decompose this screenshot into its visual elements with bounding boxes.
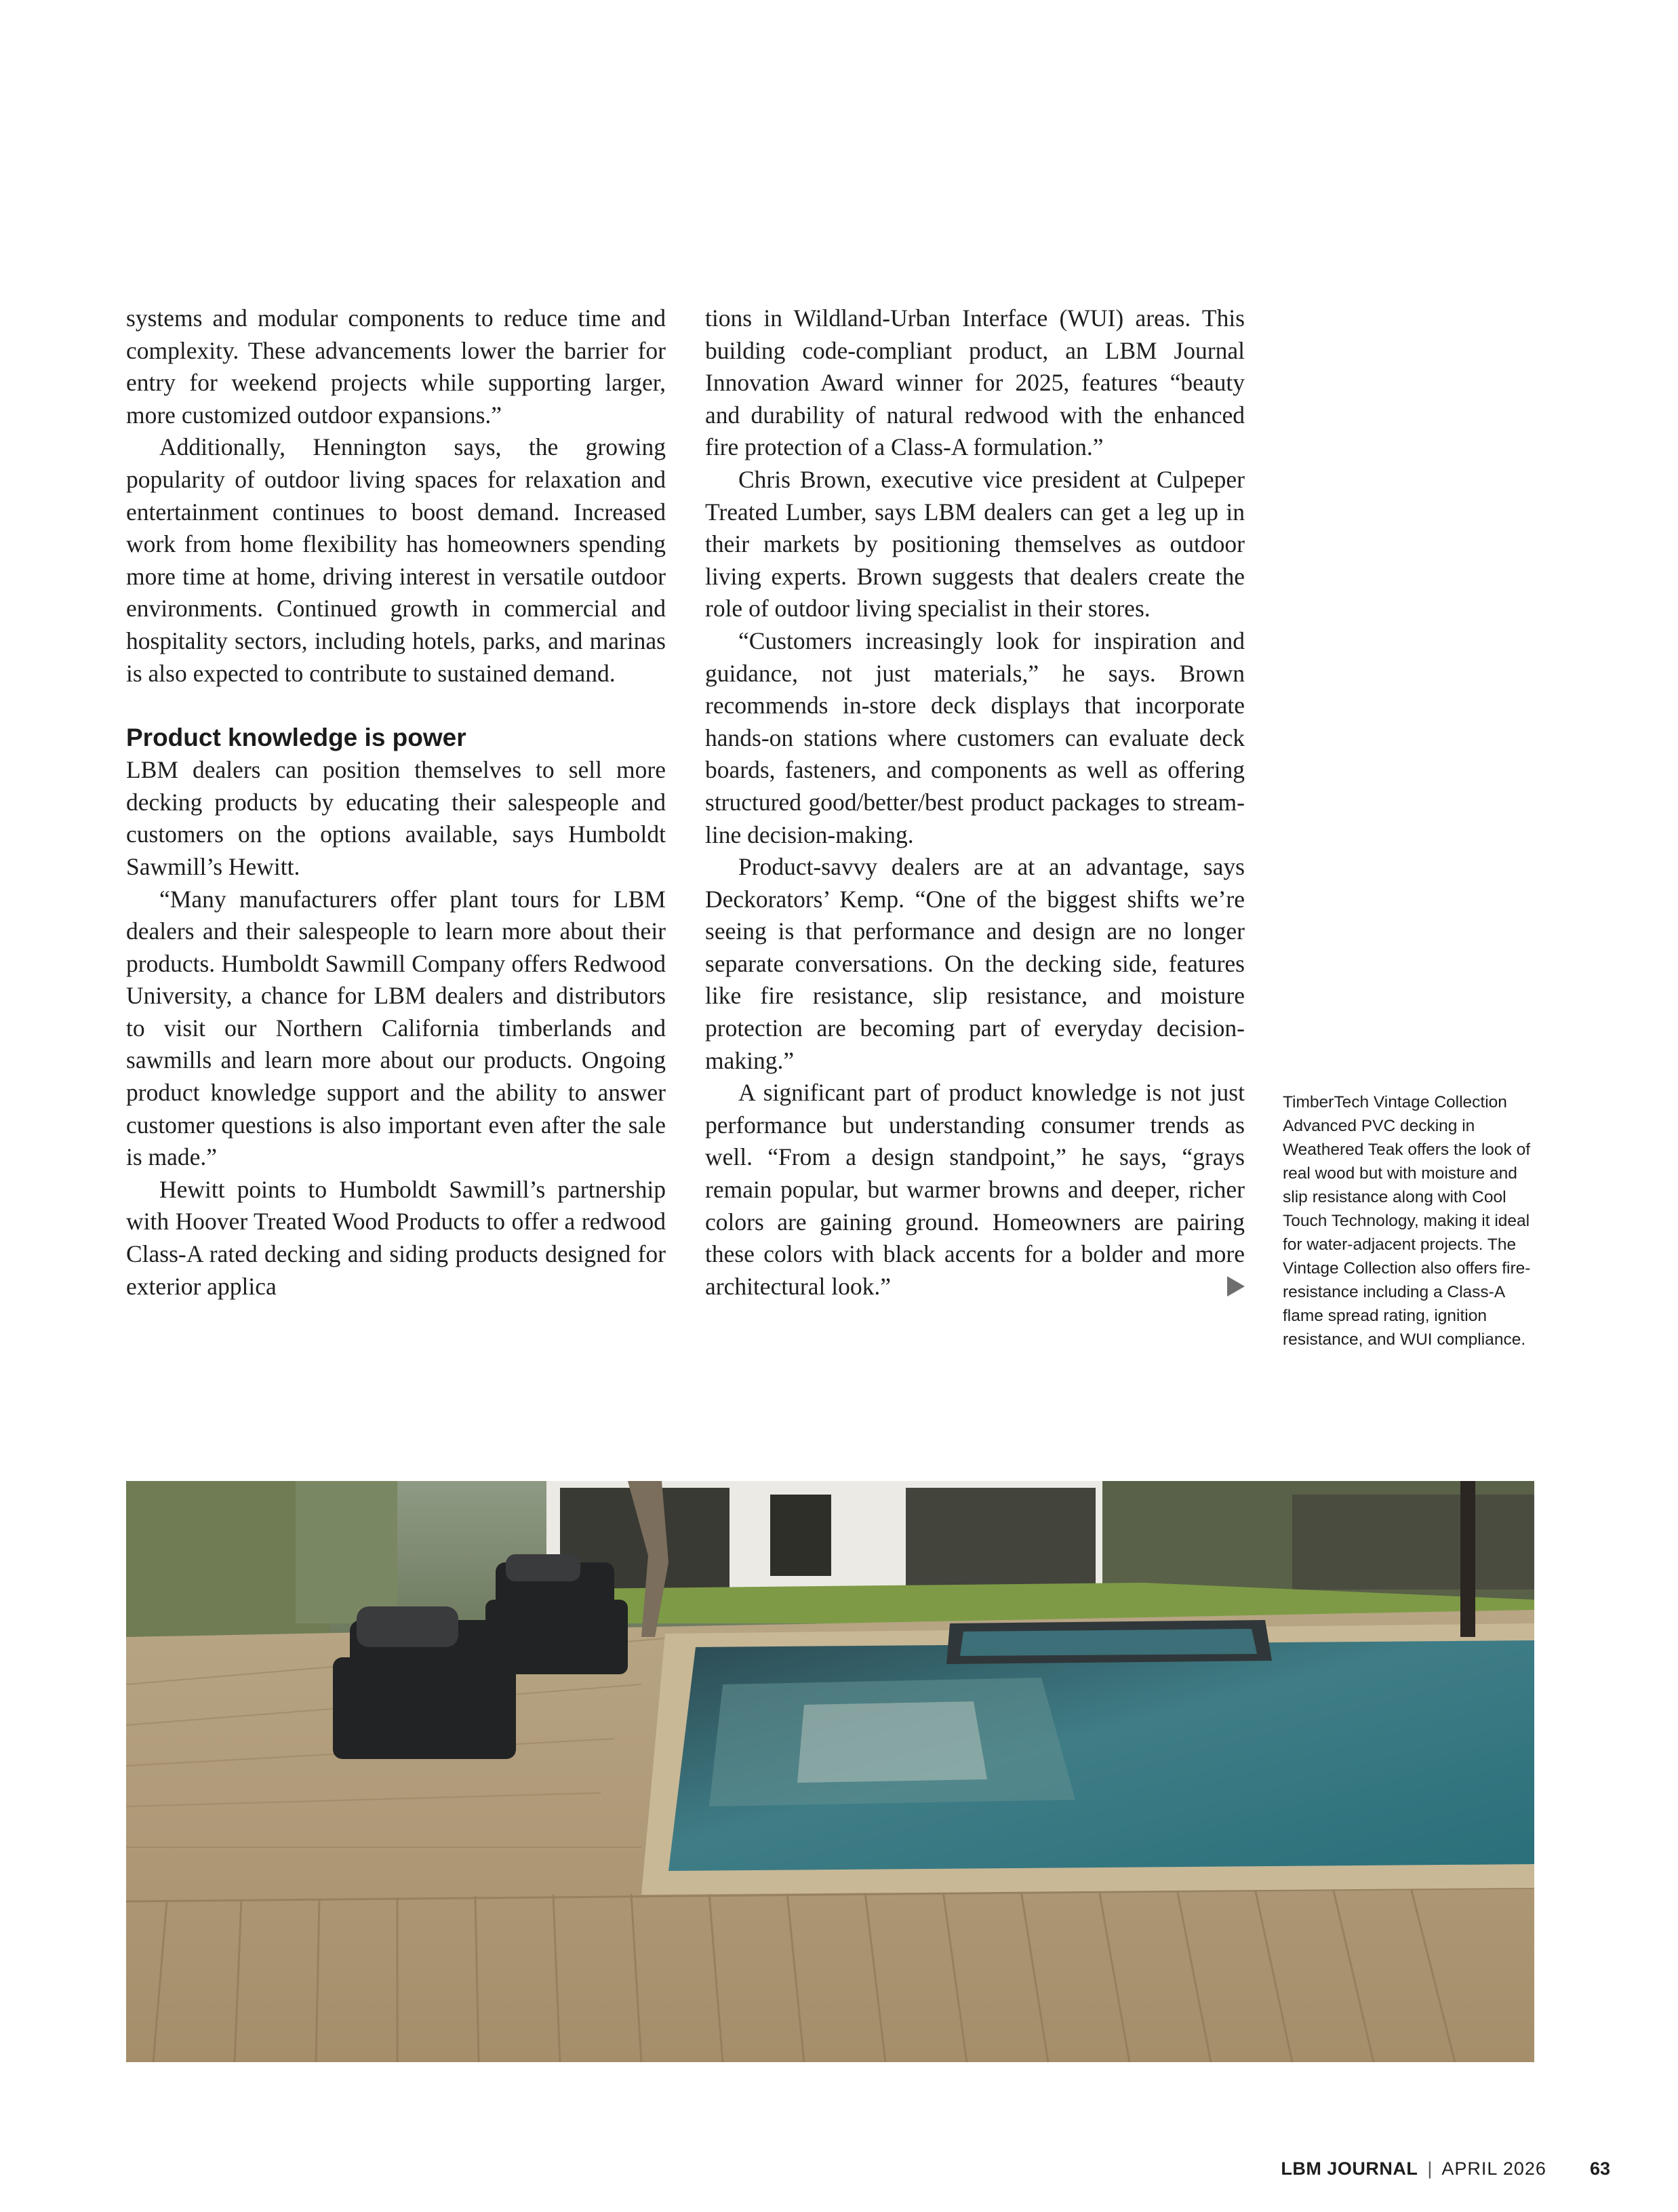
paragraph: Chris Brown, executive vice president at Culpeper Treated Lumber, says LBM dealers can get a leg up in their markets by positioning themselves as outdoor living experts. Brown suggests that dealers create the role of outdoor living specialist in their stores. [705, 465, 1245, 623]
deck-pool-photo [126, 1481, 1534, 2062]
paragraph: Product-savvy dealers are at an advantage, says Deckorators’ Kemp. “One of the biggest shifts we’re seeing is that performance and design are no longer separate conversations. On the decking side, features like fire resistance, slip resistance, and moisture protection are becoming part of everyday decision-making.” [705, 853, 1245, 1074]
section-heading: Product knowledge is power [126, 724, 466, 752]
article-column-left [126, 302, 666, 1303]
article-column-right [705, 302, 1245, 1303]
paragraph-last [705, 1077, 1245, 1303]
paragraph: Additionally, Hennington says, the growing popularity of outdoor living spaces for relaxation and entertainment continues to boost demand. Increased work from home flexibility has homeowners spending more time at home, driving interest in versatile outdoor environments. Continued growth in commercial and hospitality sectors, including hotels, parks, and marinas is also expected to contribute to sustained demand. [126, 433, 666, 687]
paragraph-text: A significant part of product knowledge is not just performance but understanding consumer trends as well. “From a design standpoint,” he says, “grays remain popular, but warmer browns and deeper, richer colors are gaining ground. Homeowners are pairing these colors with black accents for a bolder and more architectural look.” [705, 1079, 1245, 1300]
page-number: 63 [1589, 2158, 1610, 2179]
paragraph: tions in Wildland-Urban Interface (WUI) areas. This building code-compliant product, an LBM Journal Innovation Award winner for 2025, features “beauty and durability of natural redwood with the enhanced fire protection of a Class-A formulation.” [705, 304, 1245, 461]
photo-caption: TimberTech Vintage Collection Advanced PVC decking in Weathered Teak offers the look of real wood but with moisture and slip resistance along with Cool Touch Technology, making it ideal for water-adjacent projects. The Vintage Collection also offers fire-resistance including a Class-A flame spread rating, ignition resistance, and WUI compliance. [1283, 1093, 1531, 1349]
issue-date: APRIL 2026 [1441, 2158, 1546, 2179]
paragraph: systems and modular components to reduce time and complexity. These advancements lower the barrier for entry for weekend projects while supporting larger, more customized outdoor expansions.” [126, 304, 666, 429]
page-footer [1281, 2158, 1610, 2179]
paragraph: “Many manufacturers offer plant tours for LBM dealers and their salespeople to learn more about their products. Humboldt Sawmill Company offers Redwood University, a chance for LBM dealers and distributors to visit our Northern California timberlands and sawmills and learn more about our products. Ongoing product knowledge support and the ability to answer customer questions is also important even after the sale is made.” [126, 885, 666, 1171]
publication-name: LBM JOURNAL [1281, 2158, 1418, 2179]
paragraph: “Customers increasingly look for inspiration and guidance, not just materials,” he says. Brown recommends in-store deck displays that incorporate hands-on stations where customers can evaluate deck boards, fasteners, and components as well as offering structured good/better/best product packages to streamline decision-making. [705, 627, 1245, 848]
triangle-right-icon [1227, 1276, 1245, 1297]
paragraph: Hewitt points to Humboldt Sawmill’s partnership with Hoover Treated Wood Products to offer a redwood Class-A rated decking and siding products designed for exterior applica [126, 1175, 666, 1300]
paragraph: LBM dealers can position themselves to sell more decking products by educating their salespeople and customers on the options available, says Humboldt Sawmill’s Hewitt. [126, 756, 666, 880]
footer-separator: | [1427, 2158, 1433, 2179]
